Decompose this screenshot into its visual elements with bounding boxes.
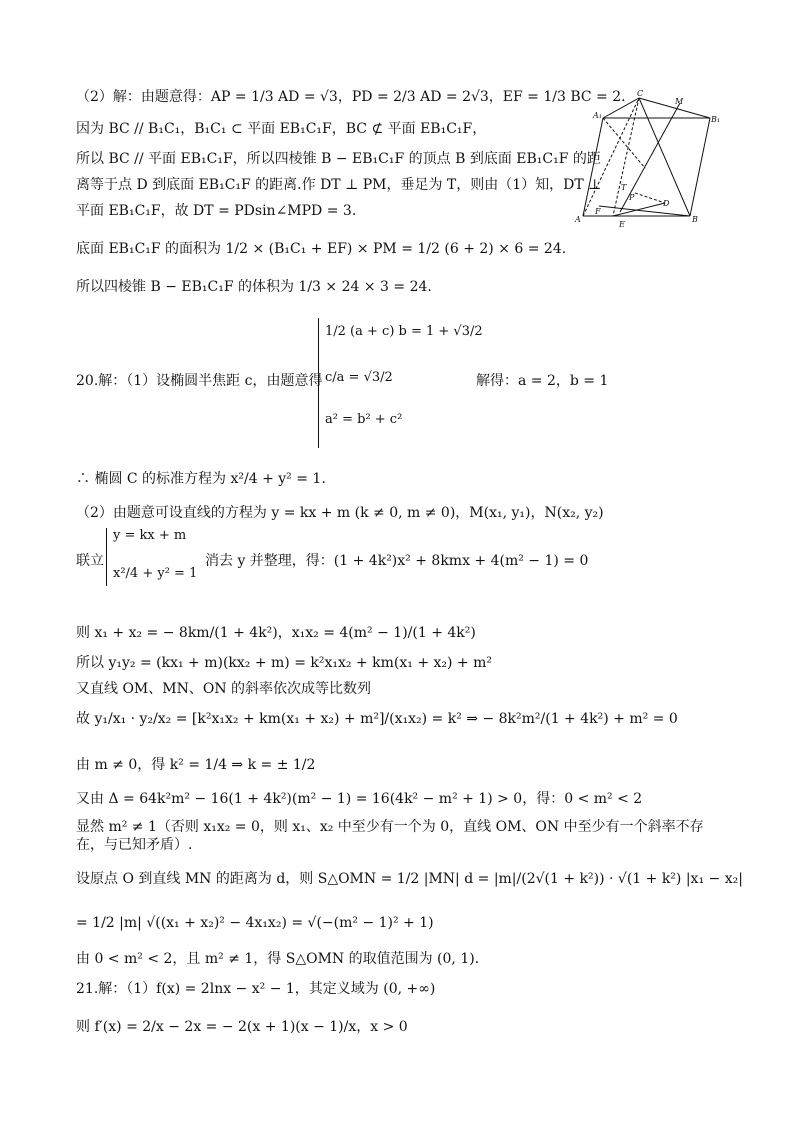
line-volume: 所以四棱锥 B − EB₁C₁F 的体积为 1/3 × 24 × 3 = 24. bbox=[76, 279, 432, 295]
derivative: 则 f′(x) = 2/x − 2x = − 2(x + 1)(x − 1)/x，x > 0 bbox=[76, 1019, 408, 1035]
q20-intro: 20.解：（1）设椭圆半焦距 c，由题意得 bbox=[76, 373, 323, 389]
m-not-one: 显然 m² ≠ 1（否则 x₁x₂ = 0，则 x₁、x₂ 中至少有一个为 0，直线 OM、ON 中至少有一个斜率不存在，与已知矛盾）. bbox=[76, 819, 704, 853]
q20-eq2: c/a = √3/2 bbox=[325, 370, 393, 385]
label-f: F bbox=[595, 207, 601, 216]
label-b: B bbox=[692, 215, 698, 224]
sys2-eq2: x²/4 + y² = 1 bbox=[113, 566, 198, 581]
discriminant: 又由 Δ = 64k²m² − 16(1 + 4k²)(m² − 1) = 16(4k² − m² + 1) > 0，得：0 < m² < 2 bbox=[76, 791, 643, 807]
area-expression: = 1/2 |m| √((x₁ + x₂)² − 4x₁x₂) = √(−(m² − 1)² + 1) bbox=[76, 915, 434, 931]
line-dt: 平面 EB₁C₁F，故 DT = PDsin∠MPD = 3. bbox=[76, 203, 357, 219]
line-bc: 因为 BC // B₁C₁，B₁C₁ ⊂ 平面 EB₁C₁F，BC ⊄ 平面 EB₁C₁F， bbox=[76, 121, 487, 137]
label-t: T bbox=[621, 183, 627, 192]
label-m: M bbox=[675, 97, 684, 106]
label-d: D bbox=[663, 199, 670, 208]
y1y2-product: 所以 y₁y₂ = (kx₁ + m)(kx₂ + m) = k²x₁x₂ + km(x₁ + x₂) + m² bbox=[76, 655, 492, 671]
geometric-sequence: 又直线 OM、MN、ON 的斜率依次成等比数列 bbox=[76, 681, 372, 697]
q20-eq3: a² = b² + c² bbox=[325, 412, 403, 427]
part2-intro: （2）解：由题意得：AP = 1/3 AD = √3，PD = 2/3 AD = 2√3，EF = 1/3 BC = 2. bbox=[76, 89, 626, 105]
geometry-figure bbox=[575, 88, 721, 229]
q20-part2: （2）由题意可设直线的方程为 y = kx + m (k ≠ 0, m ≠ 0)，M(x₁, y₁)，N(x₂, y₂) bbox=[76, 505, 604, 521]
line-parallel: 所以 BC // 平面 EB₁C₁F，所以四棱锥 B − EB₁C₁F 的顶点 B 到底面 EB₁C₁F 的距 bbox=[76, 151, 601, 167]
area-range: 由 0 < m² < 2，且 m² ≠ 1，得 S△OMN 的取值范围为 (0, 1). bbox=[76, 951, 480, 967]
q20-eq1: 1/2 (a + c) b = 1 + √3/2 bbox=[325, 324, 483, 339]
sys2-eq1: y = kx + m bbox=[113, 528, 187, 543]
label-b1: B₁ bbox=[711, 115, 721, 124]
line-distance: 离等于点 D 到底面 EB₁C₁F 的距离.作 DT ⊥ PM，垂足为 T，则由（1）知，DT ⊥ bbox=[76, 177, 602, 193]
line-area: 底面 EB₁C₁F 的面积为 1/2 × (B₁C₁ + EF) × PM = 1/2 (6 + 2) × 6 = 24. bbox=[76, 241, 567, 257]
lianli-label: 联立 bbox=[76, 553, 104, 569]
q20-solve: 解得：a = 2，b = 1 bbox=[476, 373, 609, 389]
k-value: 由 m ≠ 0，得 k² = 1/4 ⇒ k = ± 1/2 bbox=[76, 757, 316, 773]
q21-intro: 21.解：（1）f(x) = 2lnx − x² − 1，其定义域为 (0, +∞) bbox=[76, 981, 436, 997]
label-p: P bbox=[629, 193, 635, 202]
area-distance: 设原点 O 到直线 MN 的距离为 d，则 S△OMN = 1/2 |MN| d = |m|/(2√(1 + k²)) · √(1 + k²) |x₁ − x₂| bbox=[76, 871, 743, 887]
label-a1: A₁ bbox=[593, 111, 602, 120]
ellipse-equation: ∴ 椭圆 C 的标准方程为 x²/4 + y² = 1. bbox=[76, 471, 326, 487]
system-2 bbox=[106, 528, 197, 586]
label-a: A bbox=[575, 215, 581, 224]
label-e: E bbox=[619, 220, 625, 229]
vieta: 则 x₁ + x₂ = − 8km/(1 + 4k²)，x₁x₂ = 4(m² − 1)/(1 + 4k²) bbox=[76, 625, 476, 641]
slope-ratio: 故 y₁/x₁ · y₂/x₂ = [k²x₁x₂ + km(x₁ + x₂) + m²]/(x₁x₂) = k² ⇒ − 8k²m²/(1 + 4k²) + m² = 0 bbox=[76, 711, 678, 727]
elimination: 消去 y 并整理，得：(1 + 4k²)x² + 8kmx + 4(m² − 1) = 0 bbox=[205, 553, 589, 569]
q20-system bbox=[318, 318, 483, 448]
label-c: C bbox=[637, 89, 644, 98]
